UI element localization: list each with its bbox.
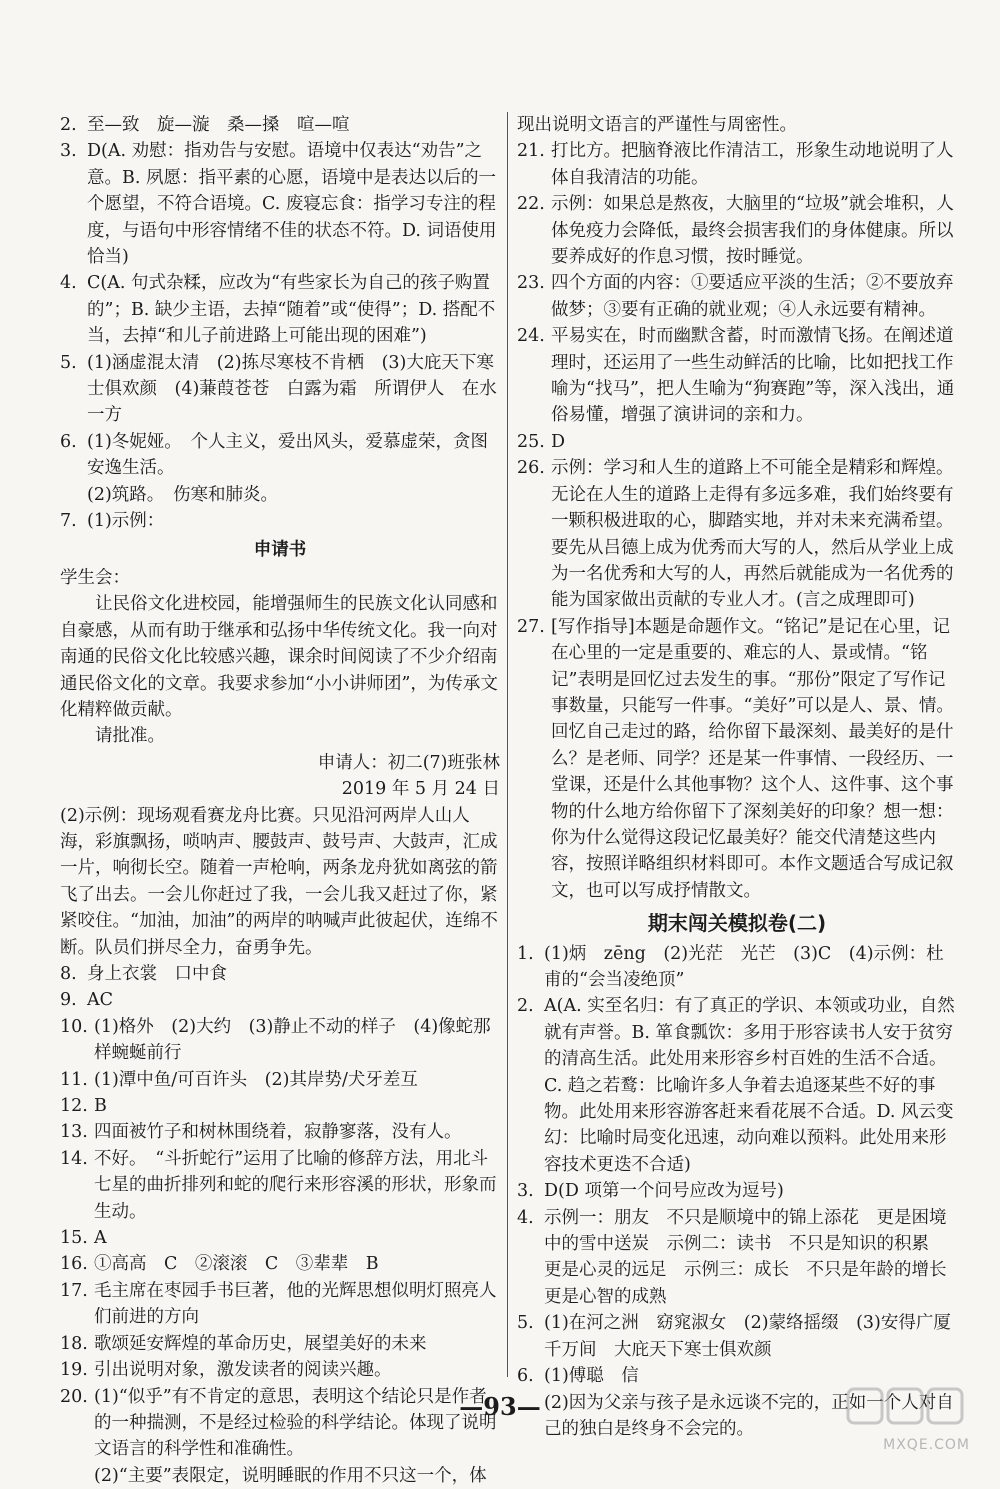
answer-item [60,1067,500,1093]
letter-body: 让民俗文化进校园，能增强师生的民族文化认同感和自豪感，从而有助于继承和弘扬中华传统文化。我一向对南通的民俗文化比较感兴趣，课余时间阅读了不少介绍南通民俗文化的文章。我要求参加“小小讲师团”，为传承文化精粹做贡献。 [60,591,500,723]
plain-text: (2)示例：现场观看赛龙舟比赛。只见沿河两岸人山人海，彩旗飘扬，唢呐声、腰鼓声、鼓号声、大鼓声，汇成一片，响彻长空。随着一声枪响，两条龙舟犹如离弦的箭飞了出去。一会儿你赶过了我，一会儿我又赶过了你，紧紧咬住。“加油，加油”的两岸的呐喊声此彼起伏，连绵不断。队员们拼尽全力，奋勇争先。 [60,803,500,961]
item-text-extra: (2)“主要”表限定，说明睡眠的作用不只这一个，体 [94,1463,500,1489]
item-text: 平易实在，时而幽默含蓄，时而激情飞扬。在阐述道理时，还运用了一些生动鲜活的比喻，比如把找工作喻为“找马”，把人生喻为“狗赛跑”等，深入浅出，通俗易懂，增强了演讲词的亲和力。 [551,323,957,429]
item-text: AC [87,987,500,1013]
answer-item [60,987,500,1013]
answer-item [517,1205,957,1311]
item-number: 6. [60,429,77,455]
answer-item [60,112,500,138]
item-text: ①高高 C ②滚滚 C ③辈辈 B [94,1251,500,1277]
answer-item [517,138,957,191]
item-text: 示例一：朋友 不只是顺境中的锦上添花 更是困境中的雪中送炭 示例二：读书 不只是知识的积累 更是心灵的远足 示例三：成长 不只是年龄的增长 更是心智的成熟 [544,1205,957,1311]
item-number: 2. [60,112,77,138]
item-text: 歌颂延安辉煌的革命历史，展望美好的未来 [94,1331,500,1357]
item-number: 26. [517,455,545,481]
item-number: 19. [60,1357,88,1383]
answer-item [60,1225,500,1251]
answer-item [60,1093,500,1119]
item-number: 10. [60,1014,88,1040]
answer-item [60,961,500,987]
item-text-extra: (2)筑路。 伤寒和肺炎。 [87,482,500,508]
item-text: (1)涵虚混太清 (2)拣尽寒枝不肯栖 (3)大庇天下寒士俱欢颜 (4)蒹葭苍苍 白露为霜 所谓伊人 在水一方 [87,350,500,429]
plain-text: 学生会： [60,565,500,591]
right-column [517,112,957,1442]
item-text: 打比方。把脑脊液比作清洁工，形象生动地说明了人体自我清洁的功能。 [551,138,957,191]
item-number: 25. [517,429,545,455]
item-number: 14. [60,1146,88,1172]
item-number: 2. [517,993,534,1019]
answer-item [60,1119,500,1145]
item-text: C(A. 句式杂糅，应改为“有些家长为自己的孩子购置的”；B. 缺少主语，去掉“随着”或“使得”；D. 搭配不当，去掉“和儿子前进路上可能出现的困难”) [87,270,500,349]
answer-item [60,1331,500,1357]
item-text: 毛主席在枣园手书巨著，他的光辉思想似明灯照亮人们前进的方向 [94,1278,500,1331]
item-text: (1)潭中鱼/可百许头 (2)其岸势/犬牙差互 [94,1067,500,1093]
item-text: D(A. 劝慰：指劝告与安慰。语境中仅表达“劝告”之意。B. 夙愿：指平素的心愿，语境中是表达以后的一个愿望，不符合语境。C. 废寝忘食：指学习专注的程度，与语句中形容情绪不佳的状态不符。D. 词语使用恰当) [87,138,500,270]
letter-body: 请批准。 [60,723,500,749]
item-number: 13. [60,1119,88,1145]
item-text: 不好。 “斗折蛇行”运用了比喻的修辞方法，用北斗七星的曲折排列和蛇的爬行来形容溪的形状，形象而生动。 [94,1146,500,1225]
answer-item [60,138,500,270]
answer-item [60,1357,500,1383]
item-number: 23. [517,270,545,296]
item-number: 27. [517,614,545,640]
answer-item [517,941,957,994]
answer-item [517,323,957,429]
letter-signature: 2019 年 5 月 24 日 [60,776,500,802]
item-text: [写作指导]本题是命题作文。“铭记”是记在心里，记在心里的一定是重要的、难忘的人、景或情。“铭记”表明是回忆过去发生的事。“那份”限定了写作记事数量，只能写一件事。“美好”可以是人、景、情。回忆自己走过的路，给你留下最深刻、最美好的是什么？是老师、同学？还是某一件事情、一段经历、一堂课，还是什么其他事物？这个人、这件事、这个事物的什么地方给你留下了深刻美好的印象？想一想：你为什么觉得这段记忆最美好？能交代清楚这些内容，按照详略组织材料即可。本作文题适合写成记叙文，也可以写成抒情散文。 [551,614,957,904]
answer-item [517,455,957,613]
item-text: (1)示例： [87,508,500,534]
item-number: 22. [517,191,545,217]
item-text: 身上衣裳 口中食 [87,961,500,987]
item-text: 四面被竹子和树林围绕着，寂静寥落，没有人。 [94,1119,500,1145]
item-number: 4. [60,270,77,296]
item-number: 11. [60,1067,88,1093]
item-text-extra: (2)因为父亲与孩子是永远谈不完的，正如一个人对自己的独白是终身不会完的。 [544,1390,957,1443]
item-number: 15. [60,1225,88,1251]
item-number: 20. [60,1384,88,1410]
item-number: 5. [60,350,77,376]
answer-item [60,1014,500,1067]
watermark-text: MXQE.COM [883,1437,970,1453]
item-number: 1. [517,941,534,967]
item-text: (1)傅聪 信 [544,1363,957,1389]
continued-text: 现出说明文语言的严谨性与周密性。 [517,112,957,138]
item-number: 17. [60,1278,88,1304]
item-text: 示例：学习和人生的道路上不可能全是精彩和辉煌。无论在人生的道路上走得有多远多难，我们始终要有一颗积极进取的心，脚踏实地，并对未来充满希望。要先从吕德上成为优秀而大写的人，然后从学业上成为一名优秀和大写的人，再然后就能成为一名优秀的能为国家做出贡献的专业人才。(言之成理即可) [551,455,957,613]
answer-item [60,1146,500,1225]
answer-item [517,270,957,323]
item-text: (1)在河之洲 窈窕淑女 (2)蒙络摇缀 (3)安得广厦千万间 大庇天下寒士俱欢颜 [544,1310,957,1363]
item-number: 7. [60,508,77,534]
item-number: 8. [60,961,77,987]
item-text: A [94,1225,500,1251]
item-text: 示例：如果总是熬夜，大脑里的“垃圾”就会堆积，人体免疫力会降低，最终会损害我们的身体健康。所以要养成好的作息习惯，按时睡觉。 [551,191,957,270]
item-number: 12. [60,1093,88,1119]
answer-item [60,1251,500,1277]
item-text: B [94,1093,500,1119]
answer-item [60,1278,500,1331]
item-text: 引出说明对象，激发读者的阅读兴趣。 [94,1357,500,1383]
answer-item [517,993,957,1178]
left-column [60,112,500,1489]
item-number: 4. [517,1205,534,1231]
item-text: (1)炳 zēng (2)光茫 光芒 (3)C (4)示例：杜甫的“会当凌绝顶” [544,941,957,994]
item-number: 6. [517,1363,534,1389]
item-number: 5. [517,1310,534,1336]
letter-signature: 申请人：初二(7)班张林 [60,750,500,776]
item-text: (1)冬妮娅。 个人主义，爱出风头，爱慕虚荣，贪图安逸生活。 [87,429,500,482]
item-text: 至—致 旋—漩 桑—搡 喧—喧 [87,112,500,138]
answer-item [517,1310,957,1363]
item-text: D(D 项第一个问号应改为逗号) [544,1178,957,1204]
item-text: (1)格外 (2)大约 (3)静止不动的样子 (4)像蛇那样蜿蜒前行 [94,1014,500,1067]
item-text: D [551,429,957,455]
letter-title: 申请书 [60,537,500,563]
watermark-logo-icon [840,1383,970,1433]
answer-item [517,429,957,455]
answer-item [60,508,500,534]
answer-item [60,429,500,508]
answer-item [60,350,500,429]
section-heading: 期末闯关模拟卷(二) [517,910,957,936]
watermark [840,1383,970,1453]
item-text: A(A. 实至名归：有了真正的学识、本领或功业，自然就有声誉。B. 箪食瓢饮：多用于形容读书人安于贫穷的清高生活。此处用来形容乡村百姓的生活不合适。C. 趋之若鹜：比喻许多人争着去追逐某些不好的事物。此处用来形容游客赶来看花展不合适。D. 风云变幻：比喻时局变化迅速，动向难以预料。此处用来形容技术更迭不合适) [544,993,957,1178]
item-number: 21. [517,138,545,164]
answer-item [517,614,957,904]
answer-item [517,191,957,270]
item-number: 3. [517,1178,534,1204]
item-number: 16. [60,1251,88,1277]
item-number: 18. [60,1331,88,1357]
column-divider [507,112,508,1377]
item-number: 24. [517,323,545,349]
item-text: (1)“似乎”有不肯定的意思，表明这个结论只是作者的一种揣测，不是经过检验的科学结论。体现了说明文语言的科学性和准确性。 [94,1384,500,1463]
answer-item [517,1178,957,1204]
item-text: 四个方面的内容：①要适应平淡的生活；②不要放弃做梦；③要有正确的就业观；④人永远要有精神。 [551,270,957,323]
answer-item [60,270,500,349]
item-number: 3. [60,138,77,164]
page-number: —93— [0,1392,1000,1421]
item-number: 9. [60,987,77,1013]
